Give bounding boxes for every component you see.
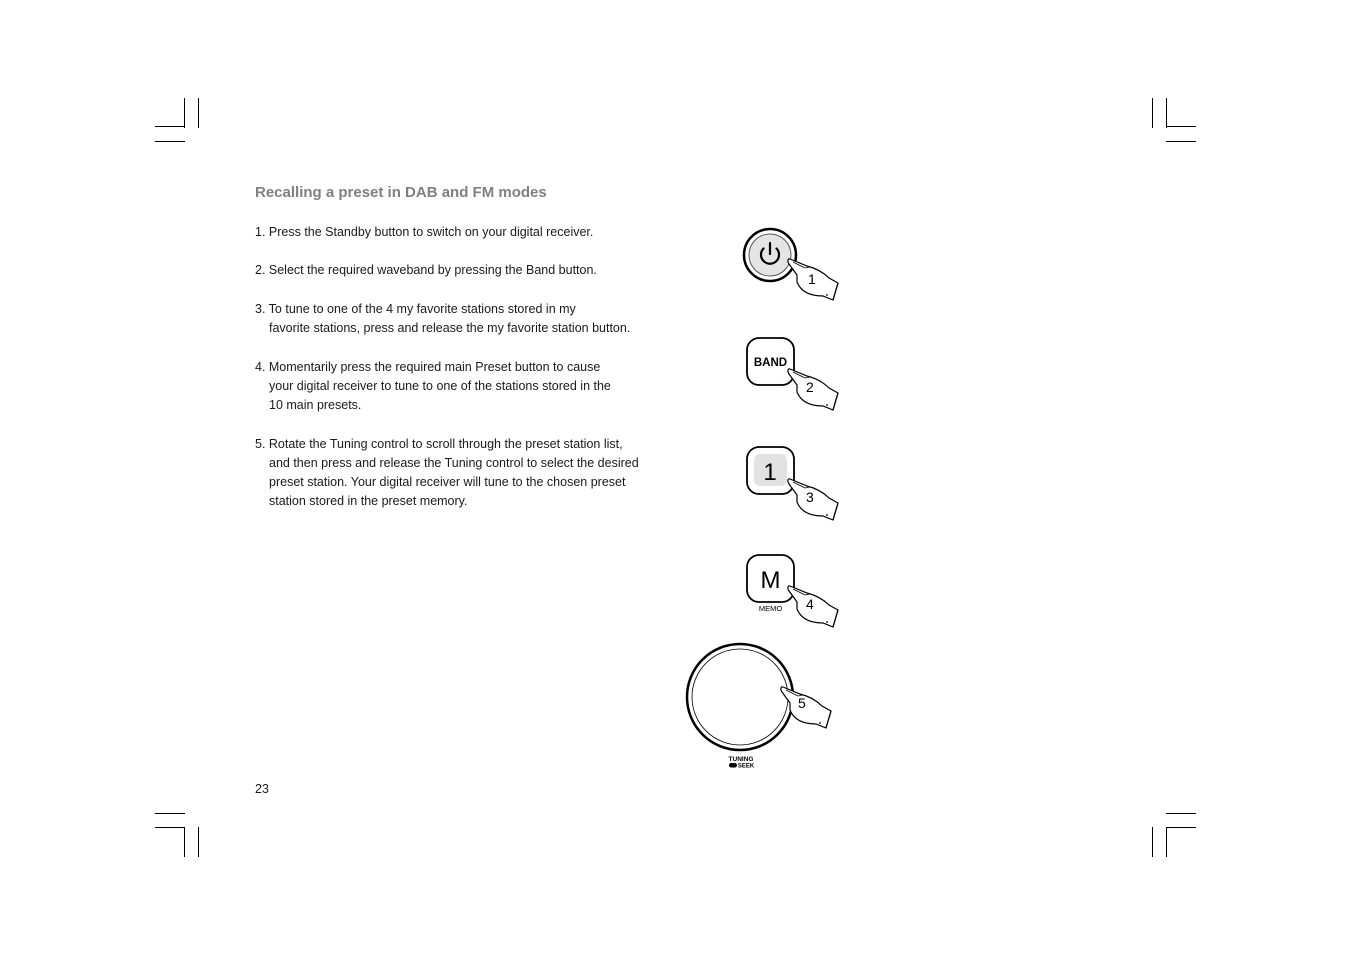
memo-button-illustration [735, 547, 850, 637]
crop-mark [155, 813, 185, 814]
step-line: 3. To tune to one of the 4 my favorite stations stored in my [255, 302, 576, 316]
step-line: 1. Press the Standby button to switch on your digital receiver. [255, 225, 594, 239]
tuning-label: TUNING [728, 756, 754, 763]
step-line: preset station. Your digital receiver will tune to the chosen preset [269, 475, 626, 489]
step-4 [255, 358, 611, 415]
memo-button-label: M [760, 567, 781, 594]
memo-sublabel: MEMO [758, 604, 783, 613]
page-number: 23 [255, 782, 269, 796]
crop-mark [1166, 827, 1167, 857]
step-number: 4 [806, 596, 814, 612]
preset-label: 1 [763, 459, 777, 486]
step-line: favorite stations, press and release the my favorite station button. [269, 321, 631, 335]
section-heading: Recalling a preset in DAB and FM modes [255, 184, 547, 201]
step-line: and then press and release the Tuning control to select the desired [269, 456, 639, 470]
crop-mark [155, 827, 185, 828]
tuning-control-illustration [680, 636, 840, 776]
crop-mark [1166, 827, 1196, 828]
crop-mark [184, 827, 185, 857]
crop-mark [155, 141, 185, 142]
step-5 [255, 435, 639, 511]
crop-mark [1166, 98, 1167, 128]
step-number: 5 [798, 695, 806, 711]
step-number: 3 [806, 489, 814, 505]
seek-indicator-icon [729, 763, 737, 768]
step-line: 2. Select the required waveband by pressing the Band button. [255, 263, 597, 277]
step-3 [255, 300, 630, 338]
crop-mark [198, 98, 199, 128]
step-2 [255, 261, 597, 280]
crop-mark [1166, 141, 1196, 142]
standby-button-illustration [735, 220, 850, 310]
crop-mark [1166, 813, 1196, 814]
crop-mark [1166, 126, 1196, 127]
step-line: station stored in the preset memory. [269, 494, 468, 508]
step-1 [255, 223, 593, 242]
crop-mark [198, 827, 199, 857]
step-line: 4. Momentarily press the required main Preset button to cause [255, 360, 601, 374]
step-number: 2 [806, 379, 814, 395]
seek-label: SEEK [737, 763, 755, 770]
preset-button-illustration [735, 440, 850, 530]
step-number: 1 [808, 271, 816, 287]
band-label: BAND [753, 357, 788, 369]
step-line: 10 main presets. [269, 398, 362, 412]
band-button-illustration [735, 330, 850, 420]
crop-mark [1152, 98, 1153, 128]
crop-mark [184, 98, 185, 128]
crop-mark [1152, 827, 1153, 857]
crop-mark [155, 126, 185, 127]
step-line: your digital receiver to tune to one of the stations stored in the [269, 379, 611, 393]
step-line: 5. Rotate the Tuning control to scroll through the preset station list, [255, 437, 623, 451]
